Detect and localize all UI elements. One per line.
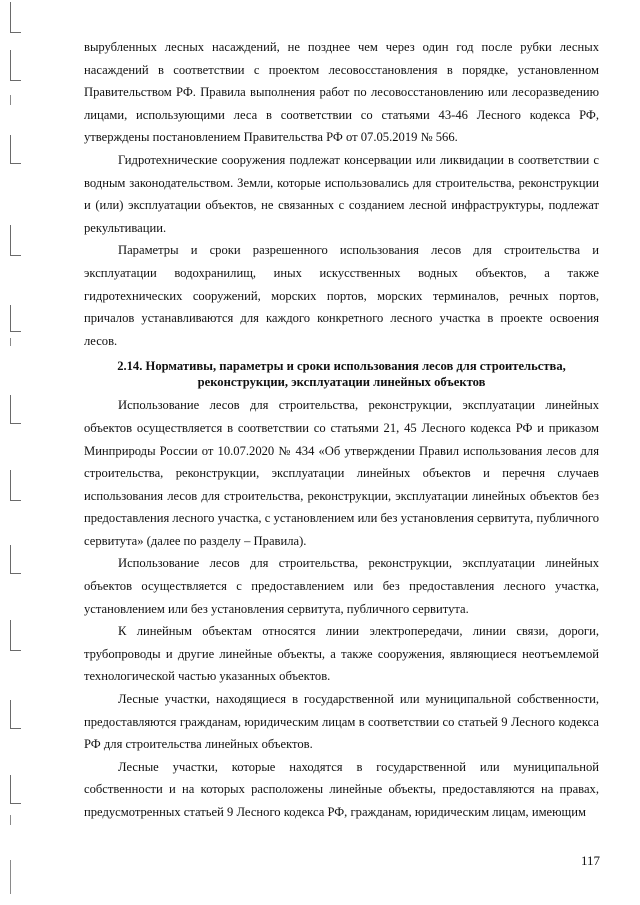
binding-mark <box>10 2 21 33</box>
page-body <box>84 36 599 824</box>
paragraph: Лесные участки, находящиеся в государственной или муниципальной собственности, предоставляются гражданам, юридическим лицам в соответствии со статьей 9 Лесного кодекса РФ для строительства линейных объектов. <box>84 692 599 752</box>
binding-tick <box>10 815 11 825</box>
page-number: 117 <box>580 853 600 868</box>
binding-mark <box>10 225 21 256</box>
binding-mark <box>10 305 21 332</box>
binding-mark <box>10 395 21 424</box>
binding-mark <box>10 700 21 729</box>
binding-tick <box>10 95 11 105</box>
paragraph: Лесные участки, которые находятся в государственной или муниципальной собственности и на которых расположены линейные объекты, предоставляются на правах, предусмотренных статьей 9 Лесного кодекса РФ, гражданам, юридическим лицам, имеющим <box>84 759 599 819</box>
paragraph: Использование лесов для строительства, реконструкции, эксплуатации линейных объектов осуществляется с предоставлением или без предоставления лесного участка, установлением или без установления сервитута, публичного сервитута. <box>84 556 599 616</box>
binding-mark <box>10 775 21 804</box>
section-heading: 2.14. Нормативы, параметры и сроки использования лесов для строительства, реконструкции, эксплуатации линейных объектов <box>117 359 566 390</box>
paragraph: вырубленных лесных насаждений, не позднее чем через один год после рубки лесных насаждений в соответствии с проектом лесовосстановления в порядке, установленном Правительством РФ. Правила выполнения работ по лесовосстановлению или лесоразведению лицами, использующими леса в соответствии со статьями 43-46 Лесного кодекса РФ, утверждены постановлением Правительства РФ от 07.05.2019 № 566. <box>84 40 599 145</box>
binding-mark <box>10 470 21 501</box>
binding-mark <box>10 135 21 164</box>
binding-mark <box>10 50 21 81</box>
binding-tick <box>10 338 11 346</box>
binding-tick <box>10 860 11 894</box>
paragraph: Гидротехнические сооружения подлежат консервации или ликвидации в соответствии с водным законодательством. Земли, которые использовались для строительства, реконструкции и (или) эксплуатации объектов, не связанных с созданием лесной инфраструктуры, подлежат рекультивации. <box>84 152 599 235</box>
binding-mark <box>10 620 21 651</box>
paragraph: Параметры и сроки разрешенного использования лесов для строительства и эксплуатации водохранилищ, иных искусственных водных объектов, а также гидротехнических сооружений, морских портов, морских терминалов, речных портов, причалов устанавливаются для каждого конкретного лесного участка в проекте освоения лесов. <box>84 243 599 348</box>
binding-edge-marks <box>8 0 24 905</box>
paragraph: Использование лесов для строительства, реконструкции, эксплуатации линейных объектов осуществляется в соответствии со статьями 21, 45 Лесного кодекса РФ и приказом Минприроды России от 10.07.2020 № 434 «Об утверждении Правил использования лесов для строительства, реконструкции, эксплуатации линейных объектов и перечня случаев использования лесов для строительства, реконструкции, эксплуатации линейных объектов без предоставления лесного участка, с установлением или без установления сервитута, публичного сервитута» (далее по разделу – Правила). <box>84 398 599 548</box>
binding-mark <box>10 545 21 574</box>
paragraph: К линейным объектам относятся линии электропередачи, линии связи, дороги, трубопроводы и другие линейные объекты, а также сооружения, являющиеся неотъемлемой технологической частью указанных объектов. <box>84 624 599 684</box>
